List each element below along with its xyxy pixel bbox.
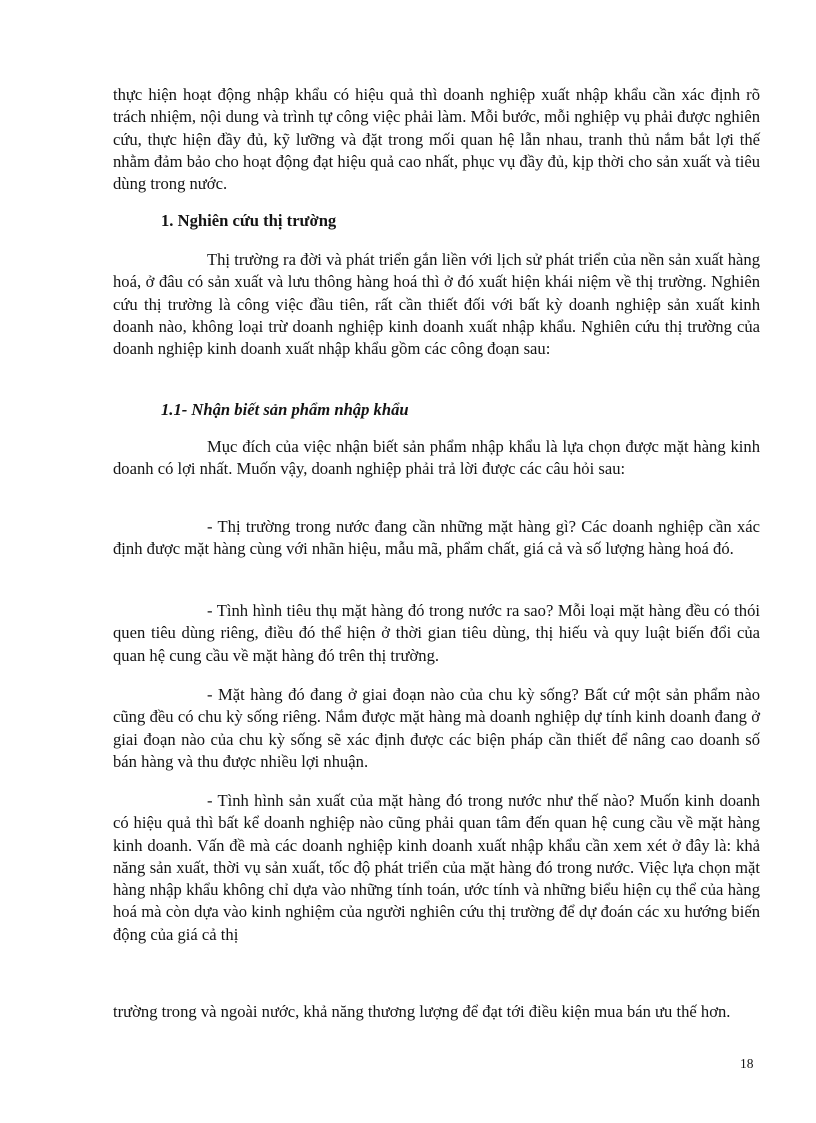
intro-paragraph: thực hiện hoạt động nhập khẩu có hiệu quả thì doanh nghiệp xuất nhập khẩu cần xác định rõ trách nhiệm, nội dung và trình tự công việc phải làm. Mỗi bước, mỗi nghiệp vụ phải được nghiên cứu, thực hiện đầy đủ, kỹ lưỡng và đặt trong mối quan hệ lẫn nhau, tranh thủ nắm bắt lợi thế nhằm đảm bảo cho hoạt động đạt hiệu quả cao nhất, phục vụ đầy đủ, kịp thời cho sản xuất và tiêu dùng trong nước. [113, 85, 761, 194]
bullet-item-production: - Tình hình sản xuất của mặt hàng đó trong nước như thế nào? Muốn kinh doanh có hiệu quả thì bất kể doanh nghiệp nào cũng phải quan tâm đến quan hệ cung cầu về mặt hàng kinh doanh. Vấn đề mà các doanh nghiệp kinh doanh xuất nhập khẩu cần xem xét ở đây là: khả năng sản xuất, thời vụ sản xuất, tốc độ phát triển của mặt hàng đó trong nước. Việc lựa chọn mặt hàng nhập khẩu không chỉ dựa vào những tính toán, ước tính và những biểu hiện cụ thể của hàng hoá mà còn dựa vào kinh nghiệm của người nghiên cứu thị trường để dự đoán các xu hướng biến động của giá cả thị [113, 791, 760, 944]
bullet-item-consumption: - Tình hình tiêu thụ mặt hàng đó trong nước ra sao? Mỗi loại mặt hàng đều có thói quen tiêu dùng riêng, điều đó thể hiện ở thời gian tiêu dùng, thị hiếu và quy luật biến đổi của quan hệ cung cầu về mặt hàng đó trên thị trường. [113, 601, 760, 665]
bullet-item-life-cycle: - Mặt hàng đó đang ở giai đoạn nào của chu kỳ sống? Bất cứ một sản phẩm nào cũng đều có chu kỳ sống riêng. Nắm được mặt hàng mà doanh nghiệp dự tính kinh doanh đang ở giai đoạn nào của chu kỳ sống sẽ xác định được các biện pháp cần thiết để nâng cao doanh số bán hàng và thu được nhiều lợi nhuận. [113, 685, 760, 771]
subsection-paragraph: Mục đích của việc nhận biết sản phẩm nhập khẩu là lựa chọn được mặt hàng kinh doanh có lợi nhất. Muốn vậy, doanh nghiệp phải trả lời được các câu hỏi sau: [113, 437, 760, 479]
bullet-item-domestic-demand: - Thị trường trong nước đang cần những mặt hàng gì? Các doanh nghiệp cần xác định được mặt hàng cùng với nhãn hiệu, mẫu mã, phẩm chất, giá cả và số lượng hàng hoá đó. [113, 517, 760, 559]
section-heading: 1. Nghiên cứu thị trường [161, 211, 337, 230]
section-paragraph: Thị trường ra đời và phát triển gắn liền với lịch sử phát triển của nền sản xuất hàng hoá, ở đâu có sản xuất và lưu thông hàng hoá thì ở đó xuất hiện khái niệm về thị trường. Nghiên cứu thị trường là công việc đầu tiên, rất cần thiết đối với bất kỳ doanh nghiệp sản xuất kinh doanh nào, không loại trừ doanh nghiệp kinh doanh xuất nhập khẩu. Nghiên cứu thị trường của doanh nghiệp kinh doanh xuất nhập khẩu gồm các công đoạn sau: [113, 250, 760, 359]
page-number: 18 [740, 1056, 754, 1071]
subsection-heading: 1.1- Nhận biết sản phẩm nhập khẩu [161, 400, 409, 419]
continuation-paragraph: trường trong và ngoài nước, khả năng thương lượng để đạt tới điều kiện mua bán ưu thế hơn. [113, 1002, 731, 1021]
